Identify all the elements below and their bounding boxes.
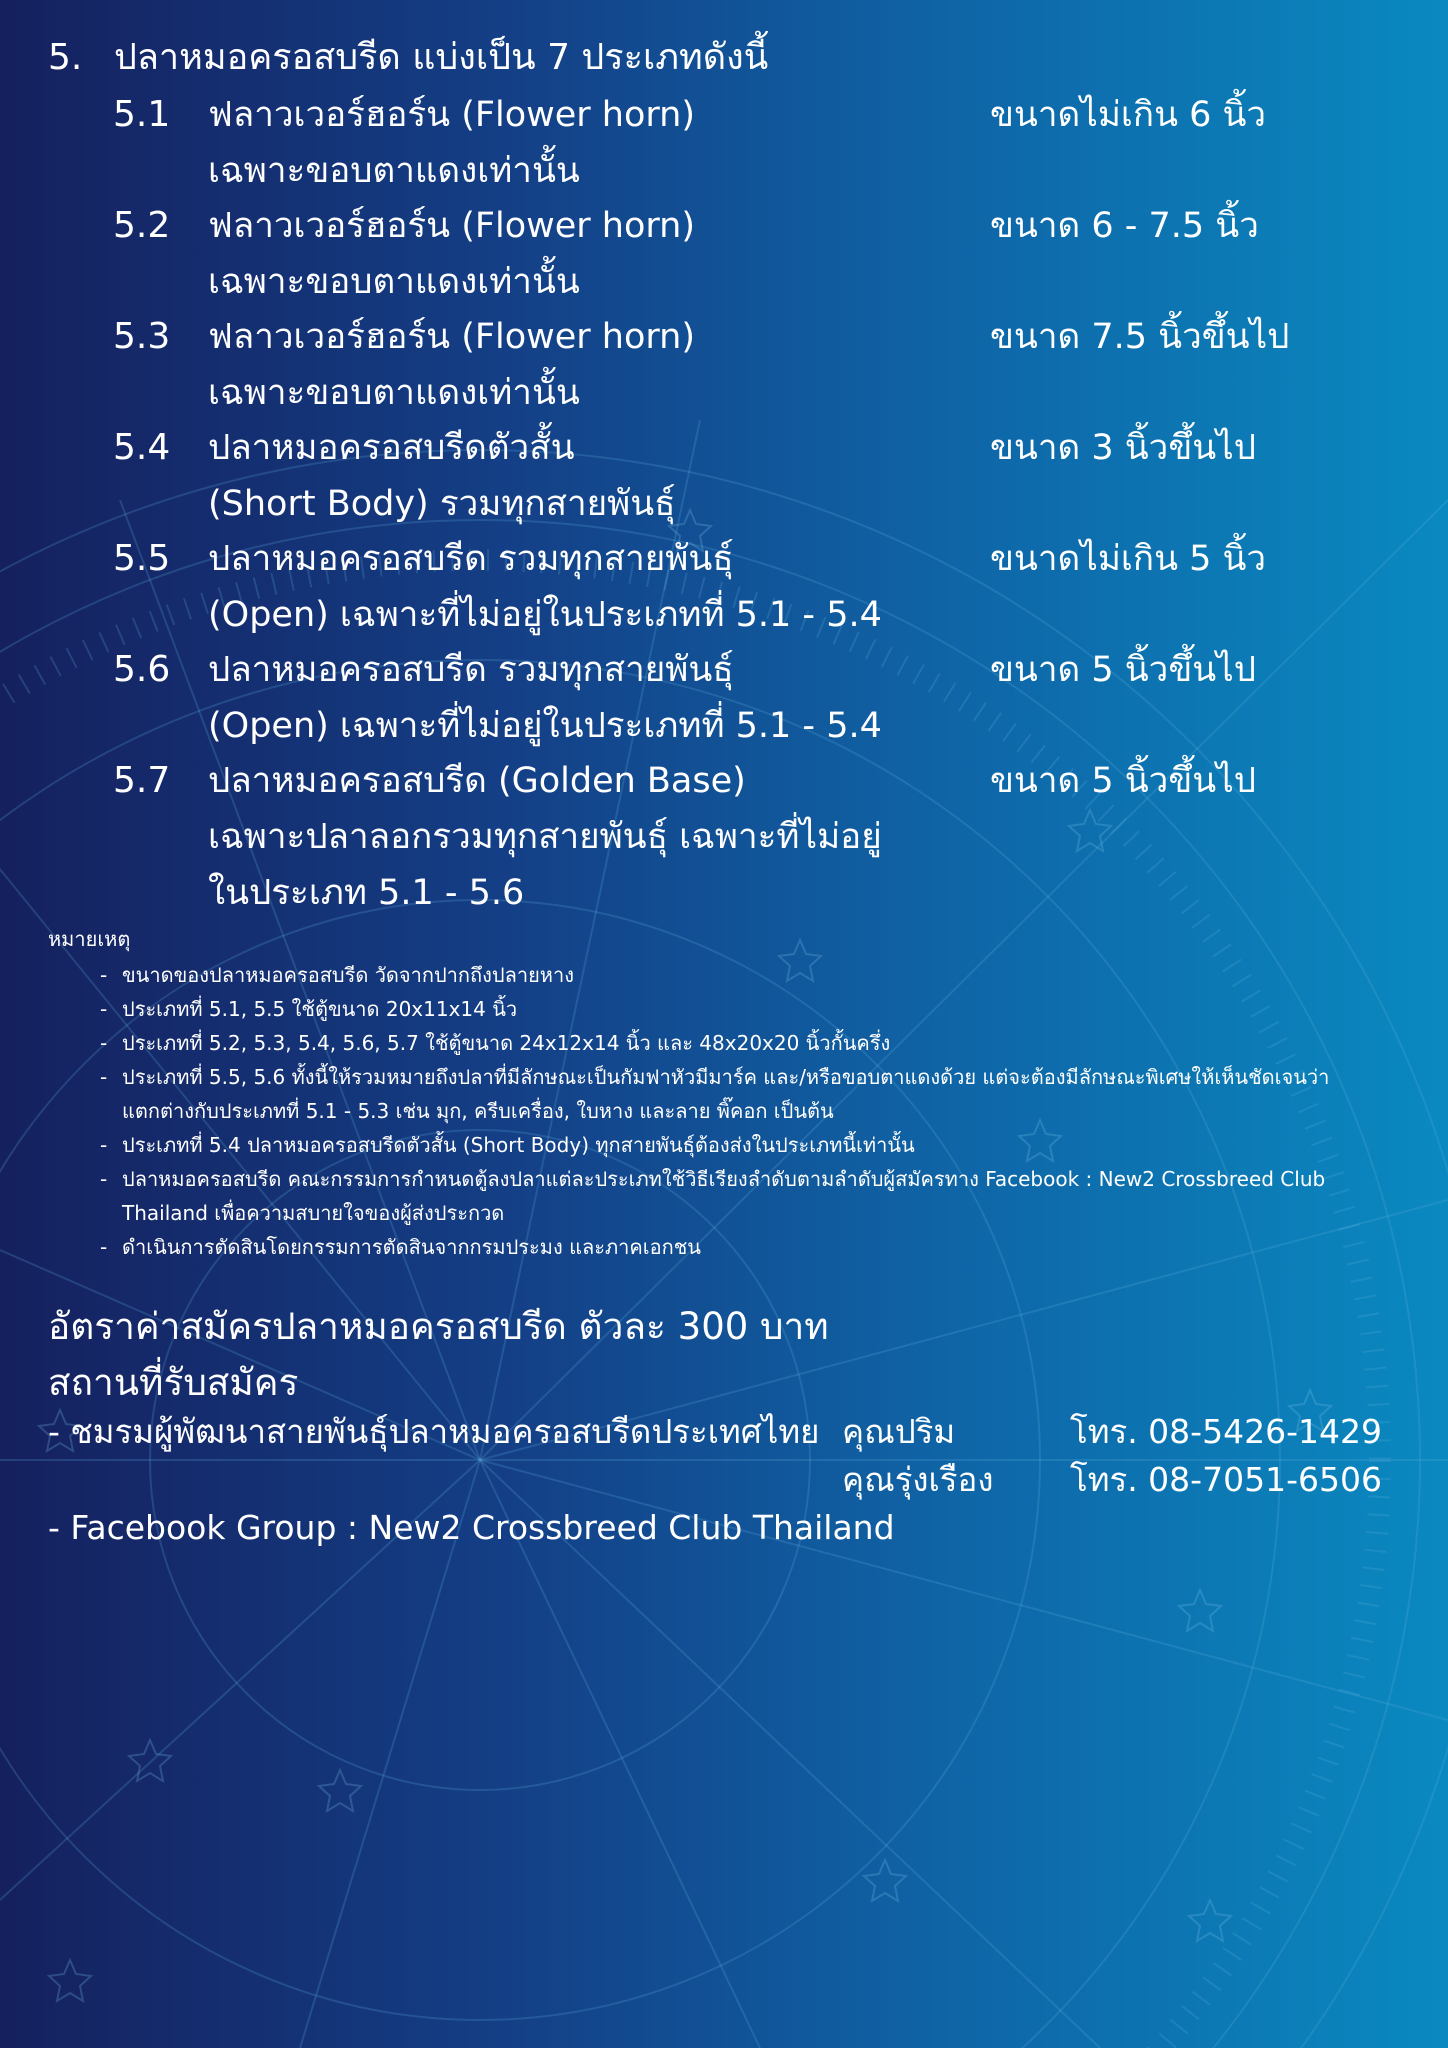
category-name: ปลาหมอครอสบรีด (Golden Base) (208, 761, 746, 801)
note-item: - ประเภทที่ 5.4 ปลาหมอครอสบรีดตัวสั้น (Short Body) ทุกสายพันธุ์ต้องส่งในประเภทนี้เท่านั้น (100, 1128, 1360, 1162)
category-name: ฟลาวเวอร์ฮอร์น (Flower horn) (208, 206, 696, 246)
section-title: ปลาหมอครอสบรีด แบ่งเป็น 7 ประเภทดังนี้ (114, 37, 769, 78)
contact-name: คุณรุ่งเรือง (842, 1460, 994, 1499)
category-number: 5.3 (113, 316, 171, 357)
category-size: ขนาดไม่เกิน 5 นิ้ว (990, 539, 1267, 579)
category-number: 5.7 (113, 760, 171, 801)
category-description: เฉพาะขอบตาแดงเท่านั้น (208, 151, 580, 191)
category-description: (Open) เฉพาะที่ไม่อยู่ในประเภทที่ 5.1 - 5.4 (208, 706, 882, 746)
note-item: - ปลาหมอครอสบรีด คณะกรรมการกำหนดตู้ลงปลาแต่ละประเภทใช้วิธีเรียงลำดับตามลำดับผู้สมัครทาง Facebook : New2 Crossbreed Club Thailand เพื่อความสบายใจของผู้ส่งประกวด (100, 1162, 1360, 1230)
section-number: 5. (48, 37, 83, 78)
category-size: ขนาด 7.5 นิ้วขึ้นไป (990, 317, 1290, 357)
category-size: ขนาด 6 - 7.5 นิ้ว (990, 206, 1259, 246)
category-size: ขนาดไม่เกิน 6 นิ้ว (990, 95, 1267, 135)
club-name: - ชมรมผู้พัฒนาสายพันธุ์ปลาหมอครอสบรีดประเทศไทย (48, 1412, 820, 1451)
category-number: 5.6 (113, 649, 171, 690)
category-description: (Open) เฉพาะที่ไม่อยู่ในประเภทที่ 5.1 - 5.4 (208, 595, 882, 635)
venue-title: สถานที่รับสมัคร (48, 1361, 299, 1404)
category-description-continued: ในประเภท 5.1 - 5.6 (208, 873, 525, 913)
contact-phone[interactable]: โทร. 08-5426-1429 (1070, 1412, 1382, 1451)
note-item: - ประเภทที่ 5.5, 5.6 ทั้งนี้ให้รวมหมายถึงปลาที่มีลักษณะเป็นกัมฟาหัวมีมาร์ค และ/หรือขอบตาแดงด้วย แต่จะต้องมีลักษณะพิเศษให้เห็นชัดเจนว่าแตกต่างกับประเภทที่ 5.1 - 5.3 เช่น มุก, ครีบเครื่อง, ใบหาง และลาย พิ๊คอก เป็นต้น (100, 1060, 1360, 1128)
contact-name: คุณปริม (842, 1412, 956, 1451)
category-description: (Short Body) รวมทุกสายพันธุ์ (208, 484, 676, 524)
facebook-group[interactable]: - Facebook Group : New2 Crossbreed Club Thailand (48, 1508, 895, 1547)
notes-title: หมายเหตุ (48, 927, 131, 951)
section-heading (48, 34, 768, 82)
category-number: 5.4 (113, 427, 171, 468)
category-name: ฟลาวเวอร์ฮอร์น (Flower horn) (208, 317, 696, 357)
category-description: เฉพาะขอบตาแดงเท่านั้น (208, 373, 580, 413)
contact-phone[interactable]: โทร. 08-7051-6506 (1070, 1460, 1382, 1499)
category-size: ขนาด 5 นิ้วขึ้นไป (990, 761, 1257, 801)
category-number: 5.1 (113, 94, 171, 135)
notes-list (100, 958, 1360, 1264)
note-item: - ขนาดของปลาหมอครอสบรีด วัดจากปากถึงปลายหาง (100, 958, 1360, 992)
category-description: เฉพาะปลาลอกรวมทุกสายพันธุ์ เฉพาะที่ไม่อยู่ (208, 817, 882, 857)
category-name: ฟลาวเวอร์ฮอร์น (Flower horn) (208, 95, 696, 135)
category-name: ปลาหมอครอสบรีด รวมทุกสายพันธุ์ (208, 539, 734, 579)
category-description: เฉพาะขอบตาแดงเท่านั้น (208, 262, 580, 302)
category-name: ปลาหมอครอสบรีดตัวสั้น (208, 428, 575, 468)
category-number: 5.2 (113, 205, 171, 246)
note-item: - ประเภทที่ 5.1, 5.5 ใช้ตู้ขนาด 20x11x14 นิ้ว (100, 992, 1360, 1026)
category-size: ขนาด 3 นิ้วขึ้นไป (990, 428, 1257, 468)
note-item: - ดำเนินการตัดสินโดยกรรมการตัดสินจากกรมประมง และภาคเอกชน (100, 1230, 1360, 1264)
category-name: ปลาหมอครอสบรีด รวมทุกสายพันธุ์ (208, 650, 734, 690)
registration-fee: อัตราค่าสมัครปลาหมอครอสบรีด ตัวละ 300 บาท (48, 1305, 829, 1348)
note-item: - ประเภทที่ 5.2, 5.3, 5.4, 5.6, 5.7 ใช้ตู้ขนาด 24x12x14 นิ้ว และ 48x20x20 นิ้วกั้นครึ่ง (100, 1026, 1360, 1060)
category-size: ขนาด 5 นิ้วขึ้นไป (990, 650, 1257, 690)
category-number: 5.5 (113, 538, 171, 579)
